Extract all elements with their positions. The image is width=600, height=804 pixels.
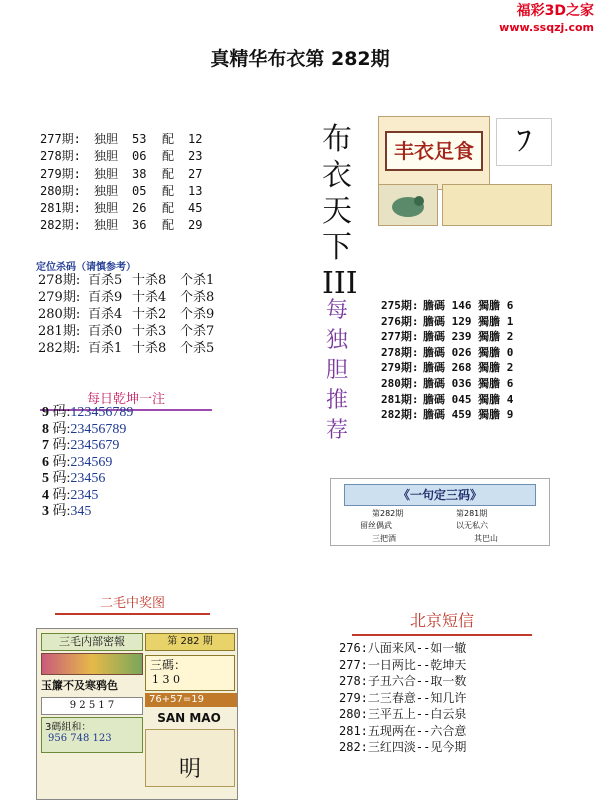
vertical-subtitle: 每 独 胆 推 荐 [326, 298, 349, 443]
dan-row: 279期: 独胆 38 配 27 [40, 166, 203, 181]
ermao-image [36, 628, 238, 800]
vertical-title: 布 衣 天 下 III [322, 122, 358, 301]
beijing-row: 281:五现两在--六合意 [339, 723, 467, 738]
dan-row: 282期: 独胆 36 配 29 [40, 218, 203, 233]
beijing-row: 276:八面来风--如一辙 [339, 641, 467, 655]
horse-emblem [378, 184, 438, 226]
brush-glyph: ﾌ [516, 124, 532, 159]
beijing-row: 278:子丑六合--取一数 [339, 674, 467, 688]
daily-row: 6 码:234569 [42, 454, 113, 470]
ermao-bottom-glyph: 明 [178, 757, 201, 782]
daily-row: 4 码:2345 [42, 487, 99, 503]
ermao-phrase: 玉簾不及寒鸦色 [41, 679, 118, 692]
fengyi-badge [378, 116, 490, 190]
horse-icon [379, 185, 437, 225]
dan-list [40, 131, 214, 235]
pair-row: 275期: 膽碼 146 獨膽 6 [381, 299, 514, 312]
pair-row: 277期: 膽碼 239 獨膽 2 [381, 330, 514, 344]
pair-row: 278期: 膽碼 026 獨膽 0 [381, 345, 514, 359]
site-watermark-url: www.ssqzj.com [499, 21, 594, 34]
dan-row: 278期: 独胆 06 配 23 [40, 149, 203, 164]
daily-row: 3 码:345 [42, 504, 92, 519]
kill-list [38, 272, 214, 357]
beijing-heading: 北京短信 [352, 608, 532, 636]
kill-row: 281期: 百杀0 十杀3 个杀7 [38, 324, 215, 339]
yiju-col1-a: 留丝偶武 [360, 521, 392, 530]
ermao-inner-title: 三毛内部密報 [41, 633, 143, 651]
site-watermark-title: 福彩3D之家 [516, 3, 594, 19]
kill-heading: 定位杀码（请慎参考） [36, 262, 136, 273]
scroll-banner [442, 184, 552, 226]
ermao-combo-box [41, 717, 143, 753]
daily-row: 9 码:123456789 [42, 405, 134, 420]
ermao-nums: 9 2 5 1 7 [41, 697, 143, 715]
ermao-brand: SAN MAO [157, 711, 221, 725]
pair-row: 281期: 膽碼 045 獨膽 4 [381, 392, 514, 406]
daily-list [42, 405, 133, 521]
beijing-row: 277:一日两比--乾坤天 [339, 657, 467, 672]
kill-row: 278期: 百杀5 十杀8 个杀1 [38, 273, 215, 288]
ermao-banner-graphic [41, 653, 143, 675]
ermao-sanma-value: 1 3 0 [152, 673, 180, 686]
dan-row: 277期: 独胆 53 配 12 [40, 132, 203, 146]
yiju-col2-a: 以无私六 [456, 521, 488, 530]
daily-row: 7 码:2345679 [42, 438, 120, 453]
yiju-col2-b: 其巴山 [474, 534, 498, 543]
yiju-col2-head: 第281期 [456, 509, 488, 518]
daily-row: 5 码:23456 [42, 471, 106, 486]
dan-row: 281期: 独胆 26 配 45 [40, 201, 203, 216]
dan-row: 280期: 独胆 05 配 13 [40, 183, 203, 198]
kill-row: 280期: 百杀4 十杀2 个杀9 [38, 307, 215, 322]
ermao-sum: 76+57=19 [145, 693, 237, 707]
pair-row: 279期: 膽碼 268 獨膽 2 [381, 361, 514, 375]
pair-row: 280期: 膽碼 036 獨膽 6 [381, 376, 514, 390]
beijing-list [339, 640, 466, 756]
ermao-combo-value: 956 748 123 [48, 733, 112, 744]
ermao-issue: 第 282 期 [145, 633, 235, 651]
ermao-sanma-box [145, 655, 235, 691]
daily-heading: 每日乾坤一注 [40, 388, 212, 411]
pair-row: 276期: 膽碼 129 獨膽 1 [381, 314, 514, 328]
ermao-combo-label: 3碼組和： [45, 722, 92, 733]
kill-row: 282期: 百杀1 十杀8 个杀5 [38, 341, 215, 356]
pair-row: 282期: 膽碼 459 獨膽 9 [381, 408, 514, 422]
ermao-sanma-label: 三碼： [150, 658, 187, 672]
yiju-heading: 《一句定三码》 [344, 484, 536, 506]
yiju-col1-b: 三把酒 [372, 534, 396, 543]
fengyi-badge-text: 丰衣足食 [385, 131, 483, 171]
daily-row: 8 码:23456789 [42, 421, 127, 437]
page-title: 真精华布衣第 282期 [210, 48, 390, 70]
yiju-col1-head: 第282期 [372, 509, 404, 518]
beijing-row: 280:三平五上--白云泉 [339, 707, 467, 721]
brush-glyph-box [496, 118, 552, 166]
ermao-heading: 二毛中奖图 [55, 592, 210, 615]
ermao-scroll [145, 729, 235, 787]
beijing-row: 279:二三春意--知几许 [339, 690, 467, 705]
beijing-row: 282:三红四淡--见今期 [339, 740, 467, 754]
kill-row: 279期: 百杀9 十杀4 个杀8 [38, 290, 215, 305]
dan-pair-list [381, 298, 513, 423]
